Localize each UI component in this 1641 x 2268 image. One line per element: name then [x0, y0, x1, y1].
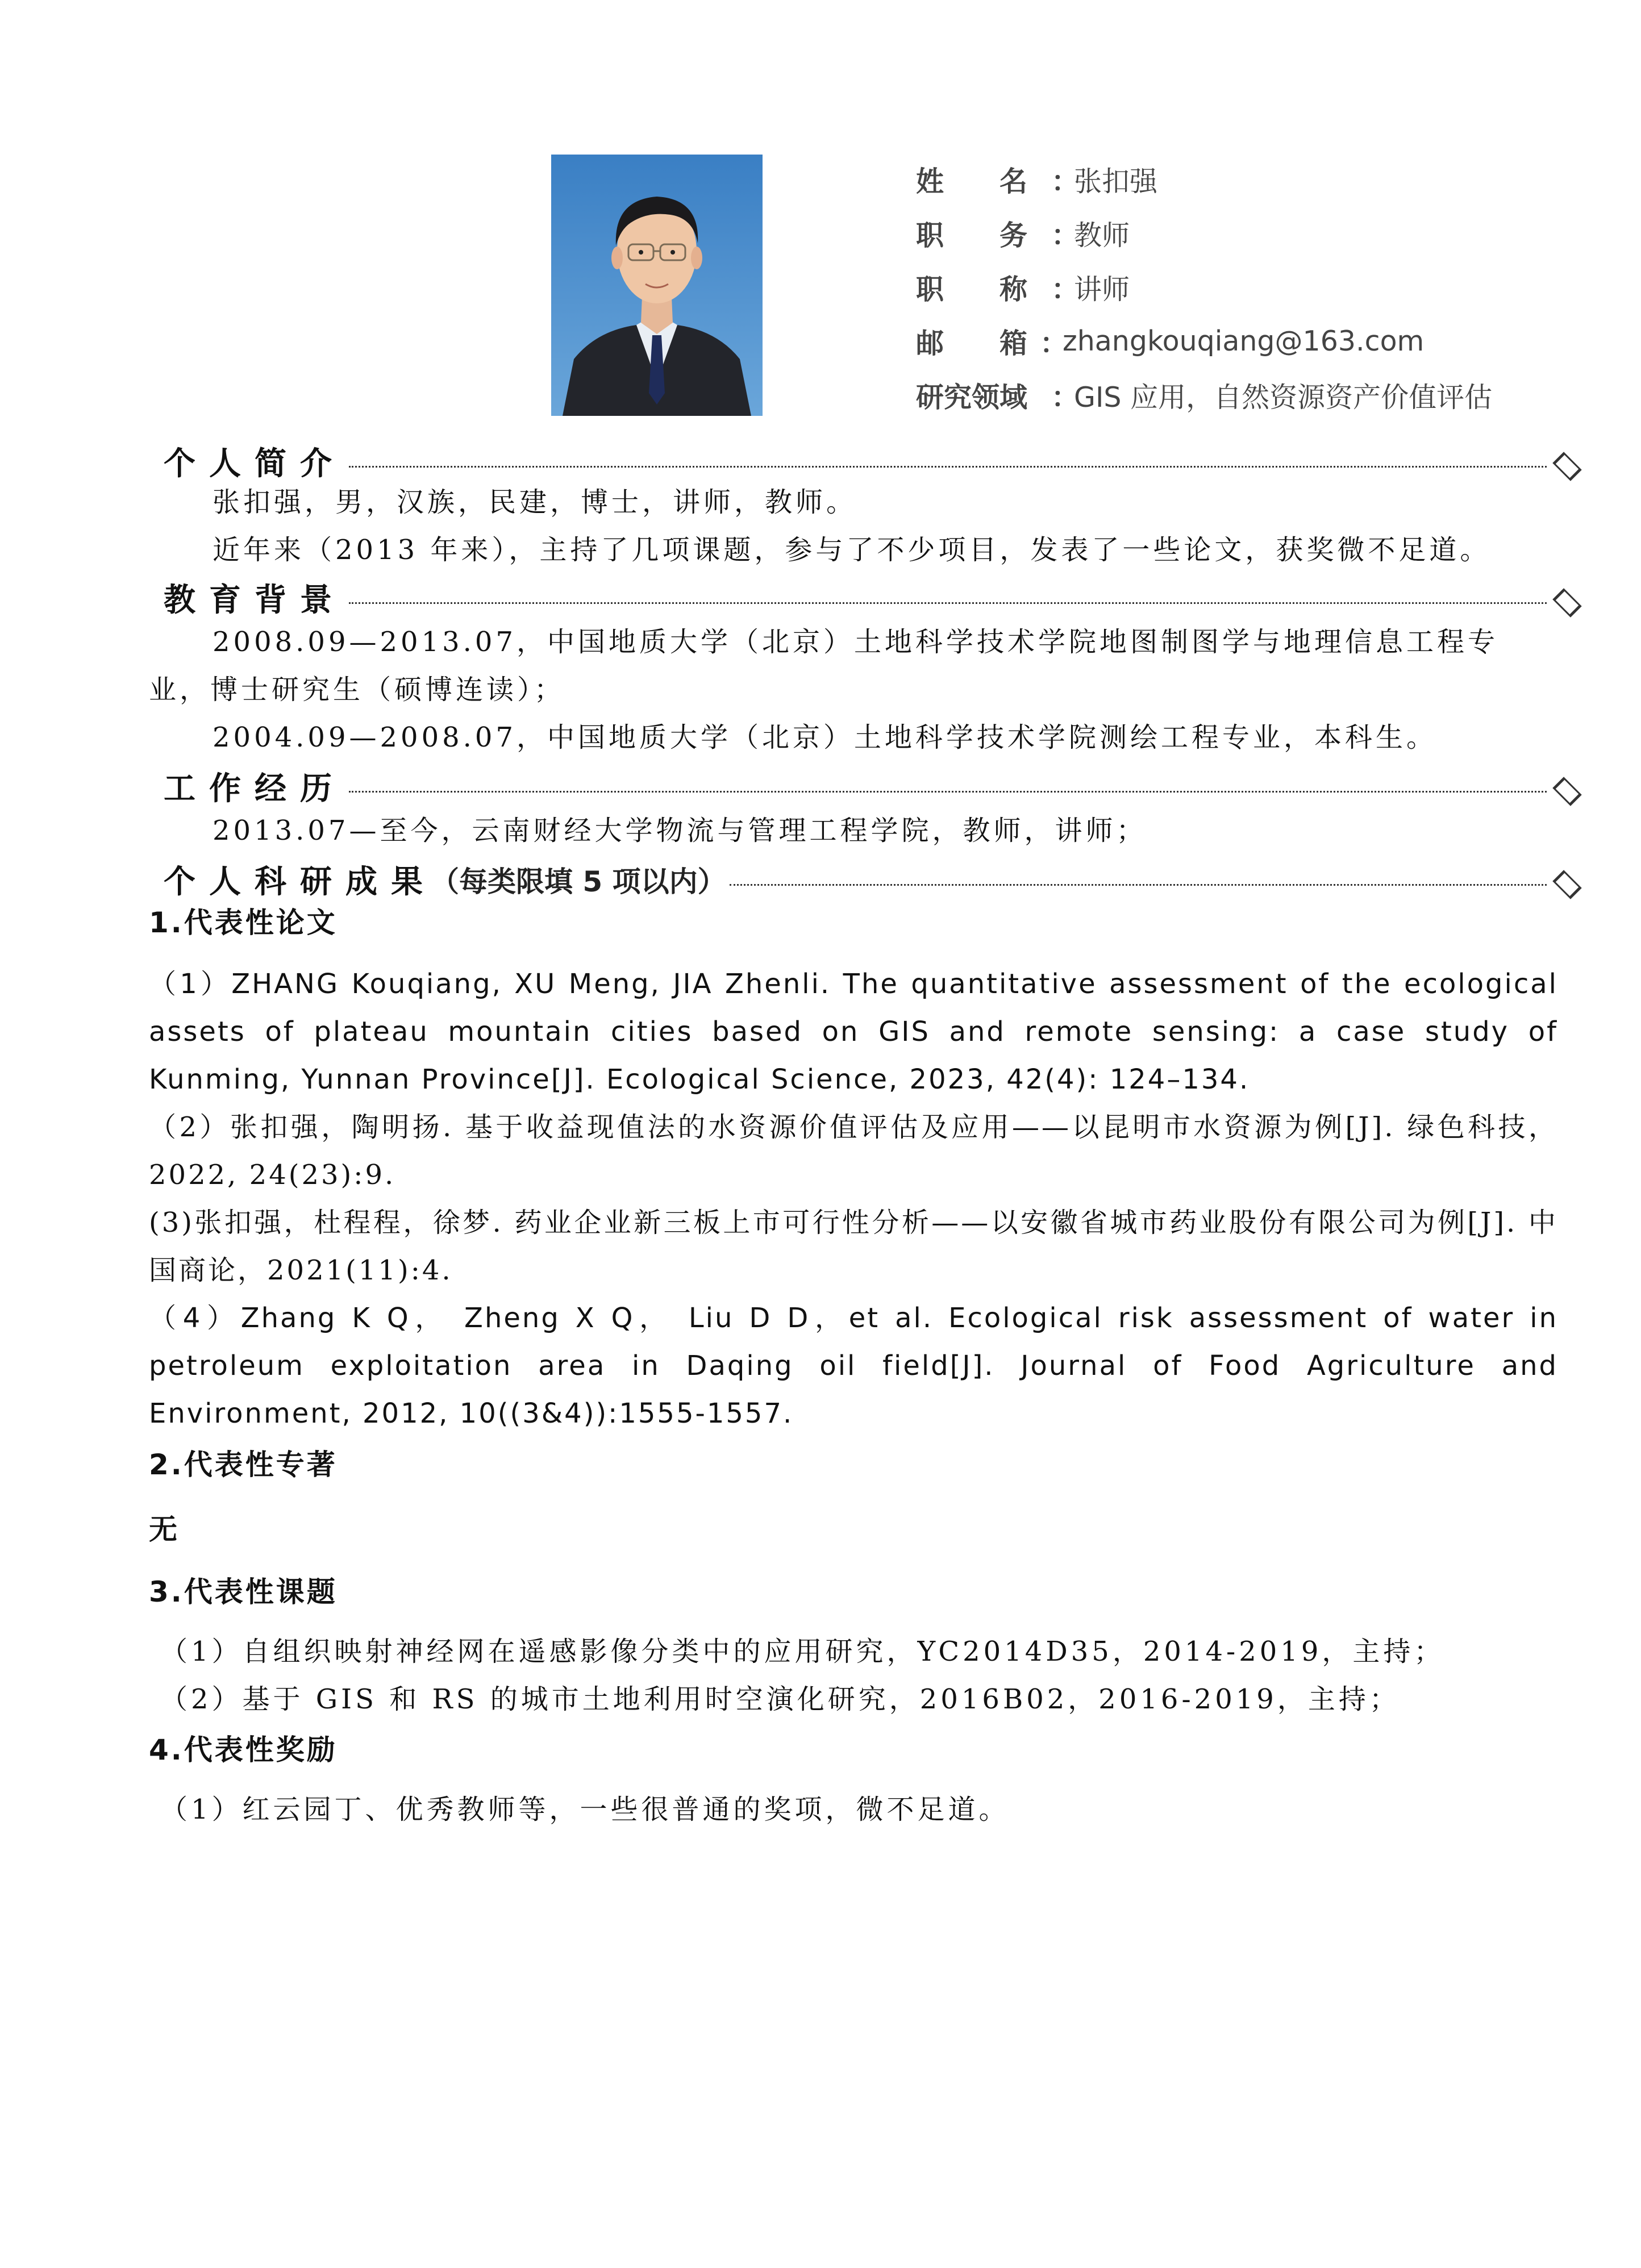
education-paragraph-2: 2004.09—2008.07，中国地质大学（北京）土地科学技术学院测绘工程专业，本科生。: [213, 722, 1437, 753]
books-heading: 2.代表性专著: [149, 1448, 338, 1481]
section-heading-research: [164, 857, 1584, 902]
section-title: 教育背景: [164, 582, 345, 619]
profile-info: [916, 152, 1492, 422]
section-note: （每类限填 5 项以内）: [431, 865, 726, 898]
section-title: 个人科研成果: [164, 864, 436, 900]
education-paragraph-1: 2008.09—2013.07，中国地质大学（北京）土地科学技术学院地图制图学与地理信息工程专业，博士研究生（硕博连读）；: [149, 626, 1498, 706]
portrait-image: [551, 155, 763, 416]
diamond-icon: [1552, 870, 1581, 899]
papers-heading: 1.代表性论文: [149, 906, 338, 939]
info-colon: ：: [1051, 219, 1080, 252]
info-value-position: 教师: [1074, 219, 1130, 252]
info-value-name: 张扣强: [1074, 165, 1158, 198]
info-row-position: [916, 206, 1492, 260]
projects-heading: 3.代表性课题: [149, 1575, 338, 1608]
project-item: （1）自组织映射神经网在遥感影像分类中的应用研究，YC2014D35，2014-2019，主持；: [160, 1636, 1445, 1667]
paper-item: (3)张扣强，杜程程，徐梦. 药业企业新三板上市可行性分析——以安徽省城市药业股份有限公司为例[J]. 中国商论，2021(11):4.: [149, 1207, 1558, 1286]
dotted-rule: [730, 884, 1547, 886]
info-label-name: 姓 名: [916, 165, 1028, 198]
section-title: 工作经历: [164, 770, 345, 807]
info-colon: ：: [1051, 273, 1080, 306]
books-value: 无: [149, 1513, 180, 1546]
dotted-rule: [349, 466, 1547, 468]
info-value-title: 讲师: [1074, 273, 1130, 306]
info-colon: ：: [1051, 381, 1080, 414]
info-value-research-field: GIS 应用，自然资源资产价值评估: [1074, 381, 1493, 414]
paper-item: （2）张扣强，陶明扬. 基于收益现值法的水资源价值评估及应用——以昆明市水资源为例[J]. 绿色科技，2022, 24(23):9.: [149, 1111, 1558, 1191]
paper-item: （1）ZHANG Kouqiang, XU Meng, JIA Zhenli. The quantitative assessment of the ecological assets of plateau mountain cities based on GIS and remote sensing: a case study of Kunming, Yunnan Province[J]. Ecological Science, 2023, 42(4): 124–134.: [149, 968, 1558, 1095]
info-colon: ：: [1040, 327, 1068, 360]
info-row-research-field: [916, 368, 1492, 422]
info-row-title: [916, 260, 1492, 314]
info-colon: ：: [1051, 165, 1080, 198]
section-heading-education: [164, 575, 1584, 620]
section-heading-work: [164, 764, 1584, 809]
info-label-position: 职 务: [916, 219, 1028, 252]
dotted-rule: [349, 791, 1547, 793]
diamond-icon: [1552, 777, 1581, 806]
info-value-email[interactable]: zhangkouqiang@163.com: [1063, 325, 1425, 357]
dotted-rule: [349, 602, 1547, 604]
intro-paragraph-2: 近年来（2013 年来），主持了几项课题，参与了不少项目，发表了一些论文，获奖微不足道。: [213, 534, 1491, 566]
section-heading-intro: [164, 439, 1584, 484]
intro-paragraph-1: 张扣强，男，汉族，民建，博士，讲师，教师。: [213, 486, 857, 518]
profile-photo: [551, 155, 763, 416]
project-item: （2）基于 GIS 和 RS 的城市土地利用时空演化研究，2016B02，2016-2019，主持；: [160, 1683, 1400, 1715]
diamond-icon: [1552, 588, 1581, 617]
work-paragraph-1: 2013.07—至今，云南财经大学物流与管理工程学院，教师，讲师；: [213, 815, 1147, 847]
paper-item: （4）Zhang K Q， Zheng X Q， Liu D D，et al. Ecological risk assessment of water in petroleum exploitation area in Daqing oil field[J]. Journal of Food Agriculture and Environment, 2012, 10((3&4)):1555-1557.: [149, 1302, 1558, 1429]
diamond-icon: [1552, 452, 1581, 481]
award-item: （1）红云园丁、优秀教师等，一些很普通的奖项，微不足道。: [160, 1794, 1010, 1825]
section-title: 个人简介: [164, 445, 345, 482]
info-label-title: 职 称: [916, 273, 1028, 306]
info-row-email: [916, 314, 1492, 368]
awards-heading: 4.代表性奖励: [149, 1733, 338, 1766]
info-label-research-field: 研究领域: [916, 381, 1028, 414]
info-row-name: [916, 152, 1492, 206]
info-label-email: 邮 箱: [916, 327, 1028, 360]
